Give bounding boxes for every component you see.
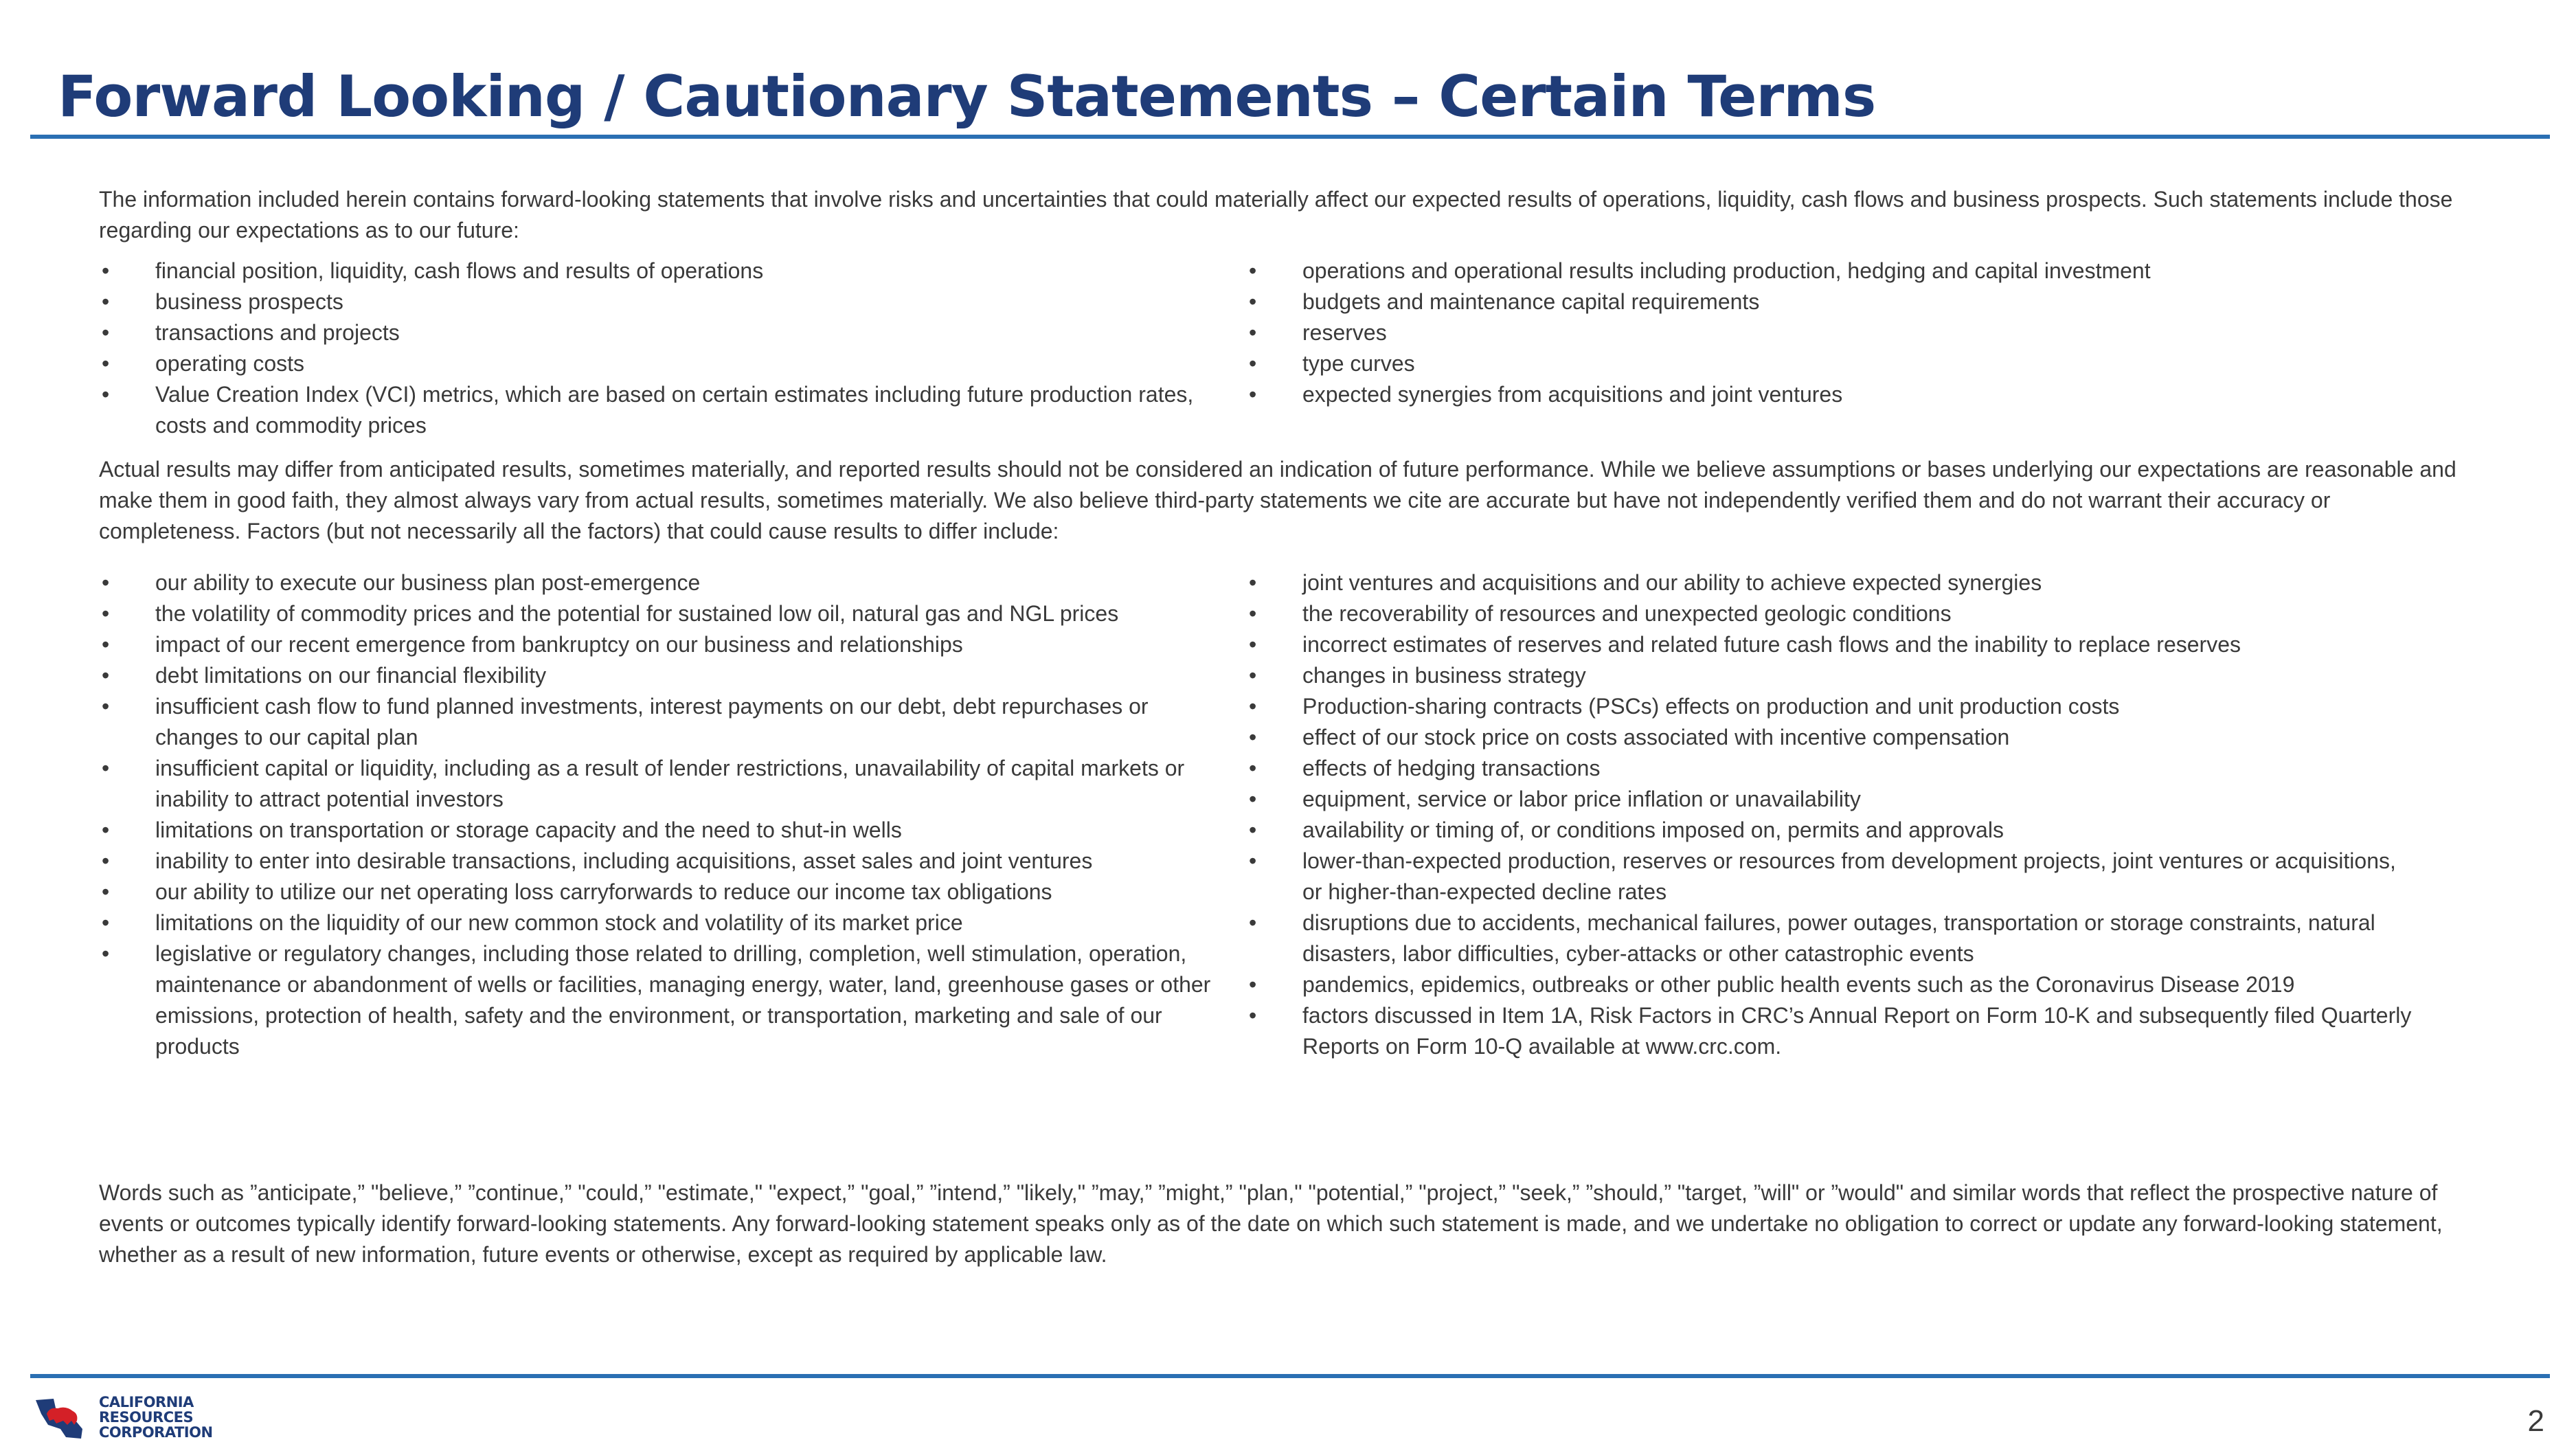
intro-bullets-left <box>100 256 1234 441</box>
bullet-item: • effects of hedging transactions <box>1247 753 2415 784</box>
factors-bullets-right <box>1247 567 2415 1062</box>
intro-bullets-right <box>1247 256 2415 410</box>
bullet-item: • changes in business strategy <box>1247 660 2415 691</box>
bullet-item: • joint ventures and acquisitions and our ability to achieve expected synergies <box>1247 567 2415 598</box>
bullet-item: • impact of our recent emergence from bankruptcy on our business and relationships <box>100 629 1234 660</box>
bullet-item: • the volatility of commodity prices and the potential for sustained low oil, natural gas and NGL prices <box>100 598 1234 629</box>
bullet-item: • Production-sharing contracts (PSCs) effects on production and unit production costs <box>1247 691 2415 722</box>
bullet-item: • debt limitations on our financial flexibility <box>100 660 1234 691</box>
bullet-item: • limitations on transportation or storage capacity and the need to shut-in wells <box>100 815 1234 846</box>
factors-bullets-left <box>100 567 1234 1062</box>
bullet-item: • budgets and maintenance capital requirements <box>1247 286 2415 317</box>
logo-line-2: RESOURCES <box>99 1409 194 1426</box>
bullet-item: • transactions and projects <box>100 317 1234 348</box>
bullet-item: • disruptions due to accidents, mechanical failures, power outages, transportation or storage constraints, natural disasters, labor difficulties, cyber-attacks or other catastrophic events <box>1247 908 2415 969</box>
bullet-item: • equipment, service or labor price inflation or unavailability <box>1247 784 2415 815</box>
bullet-item: • pandemics, epidemics, outbreaks or other public health events such as the Coronavirus Disease 2019 <box>1247 969 2415 1000</box>
bullet-item: • the recoverability of resources and unexpected geologic conditions <box>1247 598 2415 629</box>
bullet-item: • operations and operational results including production, hedging and capital investment <box>1247 256 2415 286</box>
bullet-item: • insufficient cash flow to fund planned investments, interest payments on our debt, debt repurchases or changes to our capital plan <box>100 691 1234 753</box>
bullet-item: • lower-than-expected production, reserves or resources from development projects, joint ventures or acquisitions, or higher-than-expected decline rates <box>1247 846 2415 908</box>
logo-line-1: CALIFORNIA <box>99 1394 194 1410</box>
factors-paragraph: Actual results may differ from anticipated results, sometimes materially, and reported results should not be considered an indication of future performance. While we believe assumptions or bases underlying our expectations are reasonable and make them in good faith, they almost always vary from actual results, sometimes materially. We also believe third-party statements we cite are accurate but have not independently verified them and do not warrant their accuracy or completeness. Factors (but not necessarily all the factors) that could cause results to differ include: <box>99 457 2456 543</box>
bullet-item: • Value Creation Index (VCI) metrics, which are based on certain estimates including future production rates, costs and commodity prices <box>100 379 1234 441</box>
bullet-item: • availability or timing of, or conditions imposed on, permits and approvals <box>1247 815 2415 846</box>
bullet-item: • financial position, liquidity, cash flows and results of operations <box>100 256 1234 286</box>
california-map-icon <box>33 1393 102 1443</box>
bullet-item: • effect of our stock price on costs associated with incentive compensation <box>1247 722 2415 753</box>
closing-paragraph: Words such as ”anticipate,” "believe,” ”continue,” "could,” "estimate," "expect,” "goal,” ”intend,” "likely," ”may,” ”might,” "plan," "potential,” "project,” "seek,” ”should,” "target, ”will" or ”would" and similar words that reflect the prospective nature of events or outcomes typically identify forward-looking statements. Any forward-looking statement speaks only as of the date on which such statement is made, and we undertake no obligation to correct or update any forward-looking statement, whether as a result of new information, future events or otherwise, except as required by applicable law. <box>99 1180 2443 1267</box>
bullet-item: • reserves <box>1247 317 2415 348</box>
bullet-item: • business prospects <box>100 286 1234 317</box>
bullet-item: • factors discussed in Item 1A, Risk Factors in CRC’s Annual Report on Form 10-K and subsequently filed Quarterly Reports on Form 10-Q available at www.crc.com. <box>1247 1000 2415 1062</box>
intro-paragraph: The information included herein contains forward-looking statements that involve risks and uncertainties that could materially affect our expected results of operations, liquidity, cash flows and business prospects. Such statements include those regarding our expectations as to our future: <box>99 187 2453 243</box>
bullet-item: • limitations on the liquidity of our new common stock and volatility of its market price <box>100 908 1234 938</box>
title-divider <box>30 135 2550 139</box>
bullet-item: • our ability to utilize our net operating loss carryforwards to reduce our income tax obligations <box>100 877 1234 908</box>
bullet-item: • type curves <box>1247 348 2415 379</box>
bullet-item: • our ability to execute our business plan post-emergence <box>100 567 1234 598</box>
bullet-item: • incorrect estimates of reserves and related future cash flows and the inability to replace reserves <box>1247 629 2415 660</box>
logo-line-3: CORPORATION <box>99 1424 213 1441</box>
footer-divider <box>30 1374 2550 1378</box>
bullet-item: • insufficient capital or liquidity, including as a result of lender restrictions, unavailability of capital markets or inability to attract potential investors <box>100 753 1234 815</box>
page-number: 2 <box>2527 1404 2544 1438</box>
bullet-item: • inability to enter into desirable transactions, including acquisitions, asset sales and joint ventures <box>100 846 1234 877</box>
slide-title: Forward Looking / Cautionary Statements – Certain Terms <box>58 63 1876 130</box>
bullet-item: • expected synergies from acquisitions and joint ventures <box>1247 379 2415 410</box>
company-logo <box>33 1390 225 1445</box>
bullet-item: • operating costs <box>100 348 1234 379</box>
bullet-item: • legislative or regulatory changes, including those related to drilling, completion, well stimulation, operation, maintenance or abandonment of wells or facilities, managing energy, water, land, greenhouse gases or other emissions, protection of health, safety and the environment, or transportation, marketing and sale of our products <box>100 938 1234 1062</box>
